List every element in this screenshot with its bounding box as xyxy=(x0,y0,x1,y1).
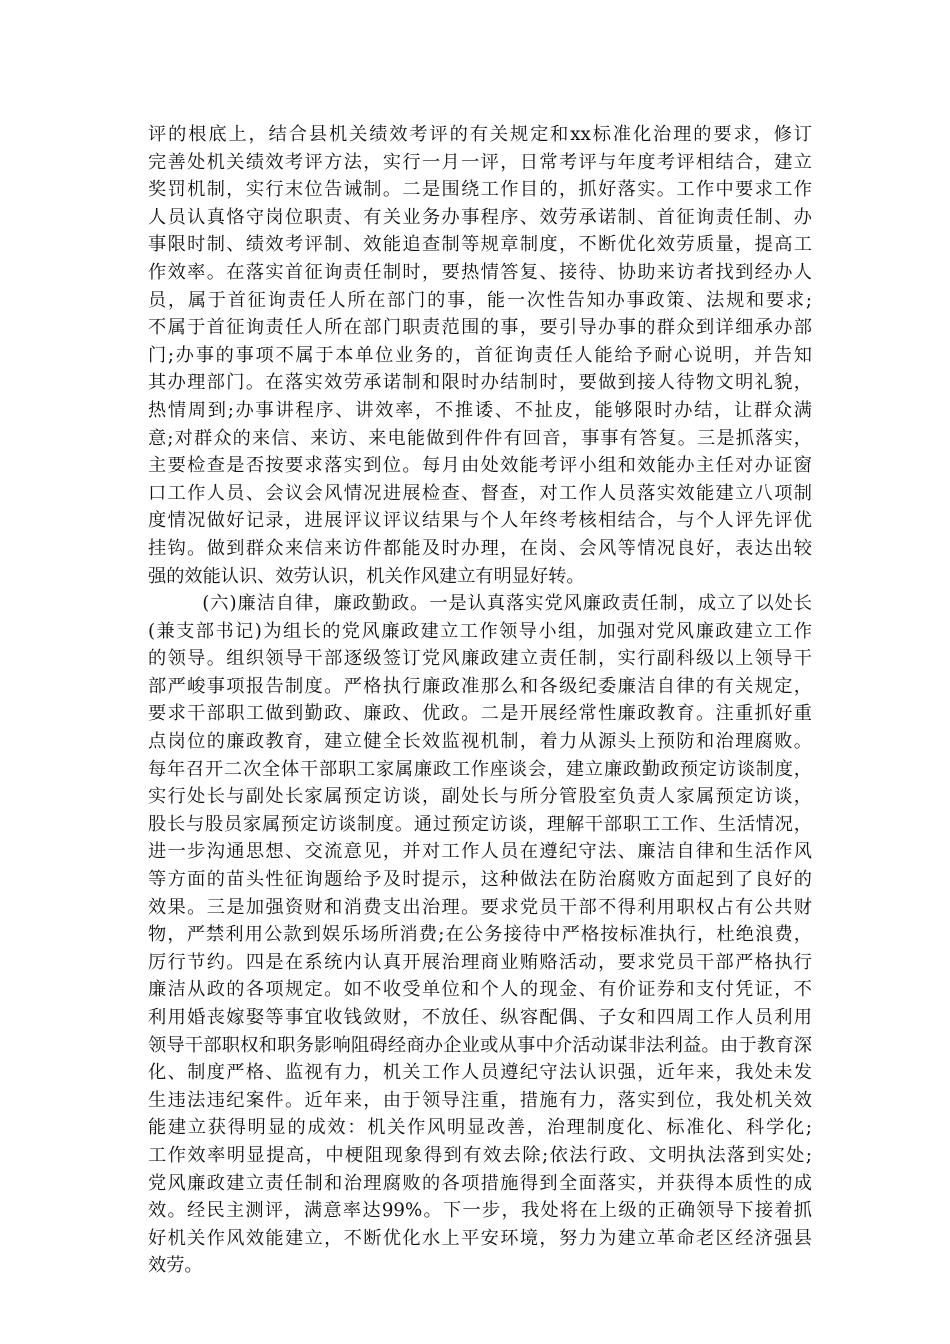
text-line: 化、制度严格、监视有力，机关工作人员遵纪守法认识强，近年来，我处未发 xyxy=(148,1062,812,1084)
text-line: 度情况做好记录，进展评议评议结果与个人年终考核相结合，与个人评先评优 xyxy=(148,510,812,532)
text-line: 进一步沟通思想、交流意见，并对工作人员在遵纪守法、廉洁自律和生活作风 xyxy=(148,841,812,863)
text-line: 物，严禁利用公款到娱乐场所消费;在公务接待中严格按标准执行，杜绝浪费， xyxy=(148,924,812,946)
text-line: 党风廉政建立责任制和治理腐败的各项措施得到全面落实，并获得本质性的成 xyxy=(148,1172,812,1194)
text-line: 能建立获得明显的成效：机关作风明显改善，治理制度化、标准化、科学化; xyxy=(148,1117,812,1139)
text-line: (兼支部书记)为组长的党风廉政建立工作领导小组，加强对党风廉政建立工作 xyxy=(148,620,812,642)
text-line: 部严峻事项报告制度。严格执行廉政准那么和各级纪委廉洁自律的有关规定， xyxy=(148,675,812,697)
text-line: 奖罚机制，实行末位告诫制。二是围绕工作目的，抓好落实。工作中要求工作 xyxy=(148,179,812,201)
text-line: 挂钩。做到群众来信来访件都能及时办理，在岗、会风等情况良好，表达出较 xyxy=(148,537,812,559)
text-line: 作效率。在落实首征询责任制时，要热情答复、接待、协助来访者找到经办人 xyxy=(148,261,812,283)
text-line: 实行处长与副处长家属预定访谈，副处长与所分管股室负责人家属预定访谈， xyxy=(148,786,812,808)
text-line: 效果。三是加强资财和消费支出治理。要求党员干部不得利用职权占有公共财 xyxy=(148,896,812,918)
document-page xyxy=(148,121,812,1280)
text-line: (六)廉洁自律，廉政勤政。一是认真落实党风廉政责任制，成立了以处长 xyxy=(148,593,812,615)
paragraph-integrity-self-discipline xyxy=(148,590,812,1280)
text-line: 强的效能认识、效劳认识，机关作风建立有明显好转。 xyxy=(148,565,585,587)
text-line: 完善处机关绩效考评方法，实行一月一评，日常考评与年度考评相结合，建立 xyxy=(148,151,812,173)
text-line: 意;对群众的来信、来访、来电能做到件件有回音，事事有答复。三是抓落实， xyxy=(148,427,812,449)
text-line: 口工作人员、会议会风情况进展检查、督查，对工作人员落实效能建立八项制 xyxy=(148,482,812,504)
text-line: 其办理部门。在落实效劳承诺制和限时办结制时，要做到接人待物文明礼貌， xyxy=(148,372,812,394)
text-line: 等方面的苗头性征询题给予及时提示，这种做法在防治腐败方面起到了良好的 xyxy=(148,869,812,891)
text-line: 厉行节约。四是在系统内认真开展治理商业贿赂活动，要求党员干部严格执行 xyxy=(148,951,812,973)
text-line: 人员认真恪守岗位职责、有关业务办事程序、效劳承诺制、首征询责任制、办 xyxy=(148,206,812,228)
text-line: 事限时制、绩效考评制、效能追查制等规章制度，不断优化效劳质量，提高工 xyxy=(148,234,812,256)
paragraph-efficiency-assessment xyxy=(148,121,812,590)
text-line: 效。经民主测评，满意率达99%。下一步，我处将在上级的正确领导下接着抓 xyxy=(148,1200,812,1222)
text-line: 门;办事的事项不属于本单位业务的，首征询责任人能给予耐心说明，并告知 xyxy=(148,344,812,366)
text-line: 要求干部职工做到勤政、廉政、优政。二是开展经常性廉政教育。注重抓好重 xyxy=(148,703,812,725)
text-line: 效劳。 xyxy=(148,1255,203,1277)
text-line: 点岗位的廉政教育，建立健全长效监视机制，着力从源头上预防和治理腐败。 xyxy=(148,731,812,753)
text-line: 不属于首征询责任人所在部门职责范围的事，要引导办事的群众到详细承办部 xyxy=(148,317,812,339)
text-line: 工作效率明显提高，中梗阻现象得到有效去除;依法行政、文明执法落到实处; xyxy=(148,1144,812,1166)
text-line: 主要检查是否按要求落实到位。每月由处效能考评小组和效能办主任对办证窗 xyxy=(148,455,812,477)
text-line: 领导干部职权和职务影响阻碍经商办企业或从事中介活动谋非法利益。由于教育深 xyxy=(148,1034,812,1056)
text-line: 热情周到;办事讲程序、讲效率，不推诿、不扯皮，能够限时办结，让群众满 xyxy=(148,399,812,421)
text-line: 的领导。组织领导干部逐级签订党风廉政建立责任制，实行副科级以上领导干 xyxy=(148,648,812,670)
text-line: 利用婚丧嫁娶等事宜收钱敛财，不放任、纵容配偶、子女和四周工作人员利用 xyxy=(148,1007,812,1028)
text-line: 好机关作风效能建立，不断优化水上平安环境，努力为建立革命老区经济强县 xyxy=(148,1227,812,1249)
text-line: 每年召开二次全体干部职工家属廉政工作座谈会，建立廉政勤政预定访谈制度， xyxy=(148,758,812,780)
text-line: 生违法违纪案件。近年来，由于领导注重，措施有力，落实到位，我处机关效 xyxy=(148,1089,812,1111)
text-line: 评的根底上，结合县机关绩效考评的有关规定和xx标准化治理的要求，修订 xyxy=(148,124,812,145)
text-line: 股长与股员家属预定访谈制度。通过预定访谈，理解干部职工工作、生活情况， xyxy=(148,813,812,835)
text-line: 员，属于首征询责任人所在部门的事，能一次性告知办事政策、法规和要求; xyxy=(148,289,812,311)
text-line: 廉洁从政的各项规定。如不收受单位和个人的现金、有价证券和支付凭证，不 xyxy=(148,979,812,1001)
